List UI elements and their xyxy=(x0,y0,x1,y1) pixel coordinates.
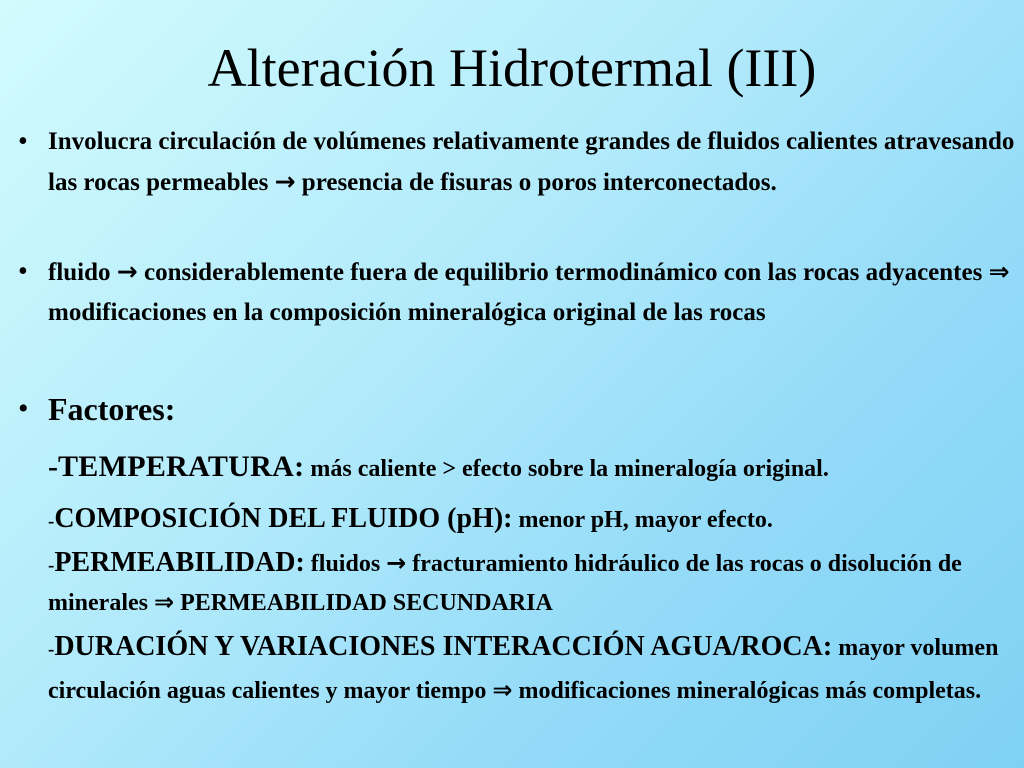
factor-text: modificaciones mineralógicas más completas. xyxy=(512,678,982,704)
factor-composicion xyxy=(48,497,1013,544)
double-right-arrow-icon: ⇒ xyxy=(988,257,1010,286)
factor-temperatura xyxy=(48,444,1013,492)
factor-heading: DURACIÓN Y VARIACIONES INTERACCIÓN AGUA/ROCA: xyxy=(54,631,833,662)
factor-dash: - xyxy=(48,639,55,660)
bullet-text-part: considerablemente fuera de equilibrio termodinámico con las rocas adyacentes xyxy=(137,259,989,286)
bullet-icon: • xyxy=(18,392,29,425)
right-arrow-icon: → xyxy=(386,549,407,577)
bullet-item-fluid xyxy=(18,252,1018,333)
factor-heading: PERMEABILIDAD: xyxy=(54,547,305,578)
factor-heading: TEMPERATURA: xyxy=(58,450,305,483)
right-arrow-icon: → xyxy=(116,257,138,286)
double-right-arrow-icon: ⇒ xyxy=(492,676,513,704)
factor-text: menor pH, mayor efecto. xyxy=(512,507,773,533)
slide-title: Alteración Hidrotermal (III) xyxy=(207,38,817,98)
bullet-text-part: modificaciones en la composición mineralógica original de las rocas xyxy=(48,299,766,326)
factor-heading: COMPOSICIÓN DEL FLUIDO (pH): xyxy=(54,503,513,534)
bullet-item-factors xyxy=(18,387,1018,431)
bullet-text xyxy=(48,122,1018,203)
factor-text: fracturamiento hidráulico de las rocas o disolución de minerales xyxy=(48,551,962,616)
factor-text: más caliente > efecto sobre la mineralogía original. xyxy=(304,456,829,482)
factor-dash: - xyxy=(48,555,55,576)
bullet-text-part: Involucra circulación de volúmenes relativamente grandes de fluidos calientes atravesando las rocas permeables xyxy=(48,128,1015,196)
bullet-text-part: presencia de fisuras o poros interconectados. xyxy=(295,169,777,196)
bullet-icon: • xyxy=(18,126,28,157)
factor-text: fluidos xyxy=(304,551,387,577)
bullet-icon: • xyxy=(18,256,28,287)
factor-permeabilidad xyxy=(48,544,1013,622)
double-right-arrow-icon: ⇒ xyxy=(153,588,175,616)
factor-text: PERMEABILIDAD SECUNDARIA xyxy=(174,590,553,616)
bullet-item-circulation xyxy=(18,122,1018,203)
factor-dash: - xyxy=(48,511,55,532)
factor-text: mayor volumen circulación aguas calientes y mayor tiempo xyxy=(48,635,999,704)
factor-dash: - xyxy=(48,450,58,483)
factors-heading: Factores: xyxy=(48,391,176,427)
bullet-text-part: fluido xyxy=(48,259,117,286)
bullet-text xyxy=(48,252,1018,333)
factor-duracion xyxy=(48,627,1013,711)
right-arrow-icon: → xyxy=(274,167,296,196)
